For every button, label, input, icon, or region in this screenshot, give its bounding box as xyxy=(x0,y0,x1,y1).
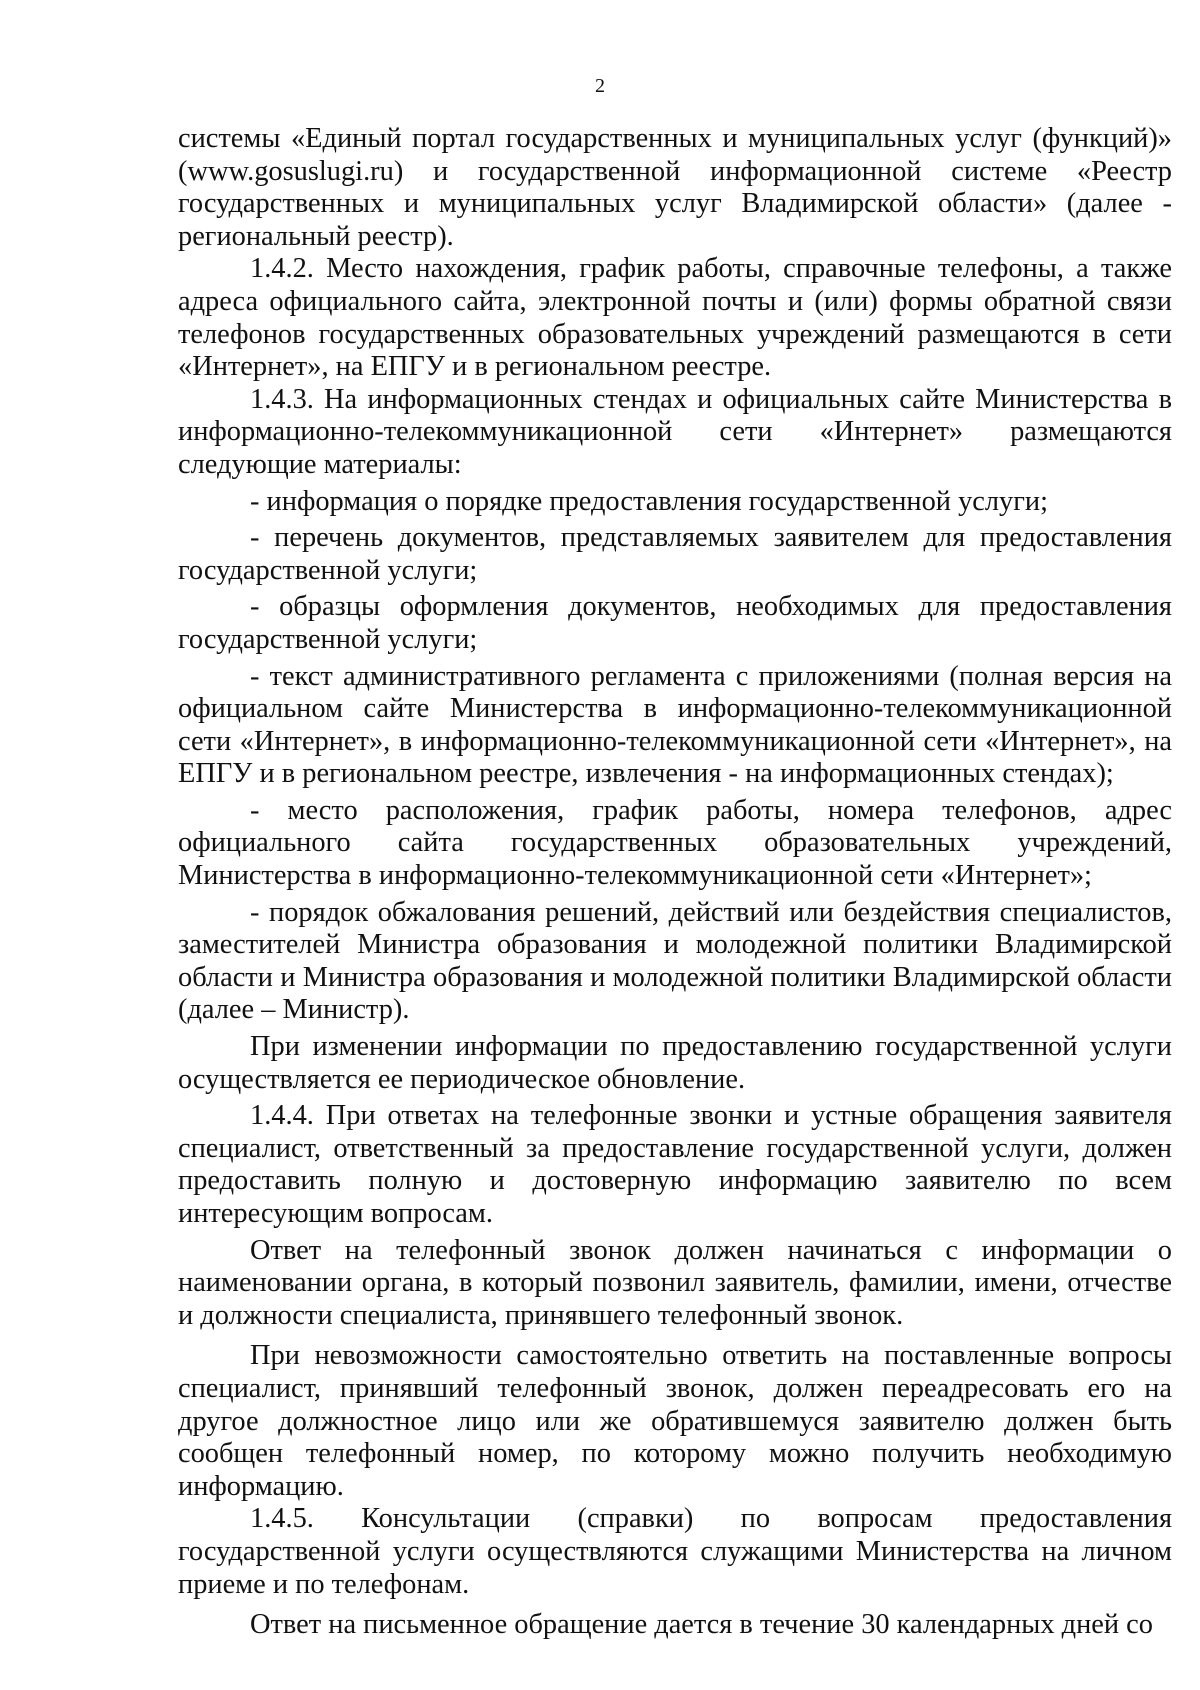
list-item-location-schedule: - место расположения, график работы, номера телефонов, адрес официального сайта государственных образовательных учреждений, Министерства в информационно-телекоммуникационной сети «Интернет»; xyxy=(178,794,1172,892)
paragraph-1-4-3: 1.4.3. На информационных стендах и официальных сайте Министерства в информационно-телекоммуникационной сети «Интернет» размещаются следующие материалы: xyxy=(178,383,1172,480)
paragraph-1-4-2: 1.4.2. Место нахождения, график работы, справочные телефоны, а также адреса официального сайта, электронной почты и (или) формы обратной связи телефонов государственных образовательных учреждений размещаются в сети «Интернет», на ЕПГУ и в региональном реестре. xyxy=(178,253,1172,383)
list-item-appeal-procedure: - порядок обжалования решений, действий или бездействия специалистов, заместителей Министра образования и молодежной политики Владимирской области и Министра образования и молодежной политики Владимирской области (далее – Министр). xyxy=(178,896,1172,1026)
list-item-regulation-text: - текст административного регламента с приложениями (полная версия на официальном сайте Министерства в информационно-телекоммуникационной сети «Интернет», в информационно-телекоммуникационной сети «Интернет», на ЕПГУ и в региональном реестре, извлечения - на информационных стендах); xyxy=(178,660,1172,790)
list-item-document-samples: - образцы оформления документов, необходимых для предоставления государственной услуги; xyxy=(178,591,1172,655)
paragraph-written-response: Ответ на письменное обращение дается в течение 30 календарных дней со xyxy=(250,1609,1153,1641)
paragraph-info-update: При изменении информации по предоставлению государственной услуги осуществляется ее периодическое обновление. xyxy=(178,1031,1172,1095)
list-item-documents-list: - перечень документов, представляемых заявителем для предоставления государственной услуги; xyxy=(178,522,1172,586)
paragraph-1-4-5: 1.4.5. Консультации (справки) по вопросам предоставления государственной услуги осуществляются служащими Министерства на личном приеме и по телефонам. xyxy=(178,1503,1172,1600)
paragraph-1-4-4: 1.4.4. При ответах на телефонные звонки и устные обращения заявителя специалист, ответственный за предоставление государственной услуги, должен предоставить полную и достоверную информацию заявителю по всем интересующим вопросам. xyxy=(178,1100,1172,1229)
list-item-procedure-info: - информация о порядке предоставления государственной услуги; xyxy=(250,485,1048,517)
paragraph-phone-answer: Ответ на телефонный звонок должен начинаться с информации о наименовании органа, в который позвонил заявитель, фамилии, имени, отчестве и должности специалиста, принявшего телефонный звонок. xyxy=(178,1234,1172,1331)
paragraph-continuation: системы «Единый портал государственных и муниципальных услуг (функций)» (www.gosuslugi.ru) и государственной информационной системе «Реестр государственных и муниципальных услуг Владимирской области» (далее - региональный реестр). xyxy=(178,123,1172,252)
document-body xyxy=(178,123,1172,1642)
page-number: 2 xyxy=(595,75,605,97)
paragraph-redirect: При невозможности самостоятельно ответить на поставленные вопросы специалист, принявший телефонный звонок, должен переадресовать его на другое должностное лицо или же обратившемуся заявителю должен быть сообщен телефонный номер, по которому можно получить необходимую информацию. xyxy=(178,1340,1172,1502)
